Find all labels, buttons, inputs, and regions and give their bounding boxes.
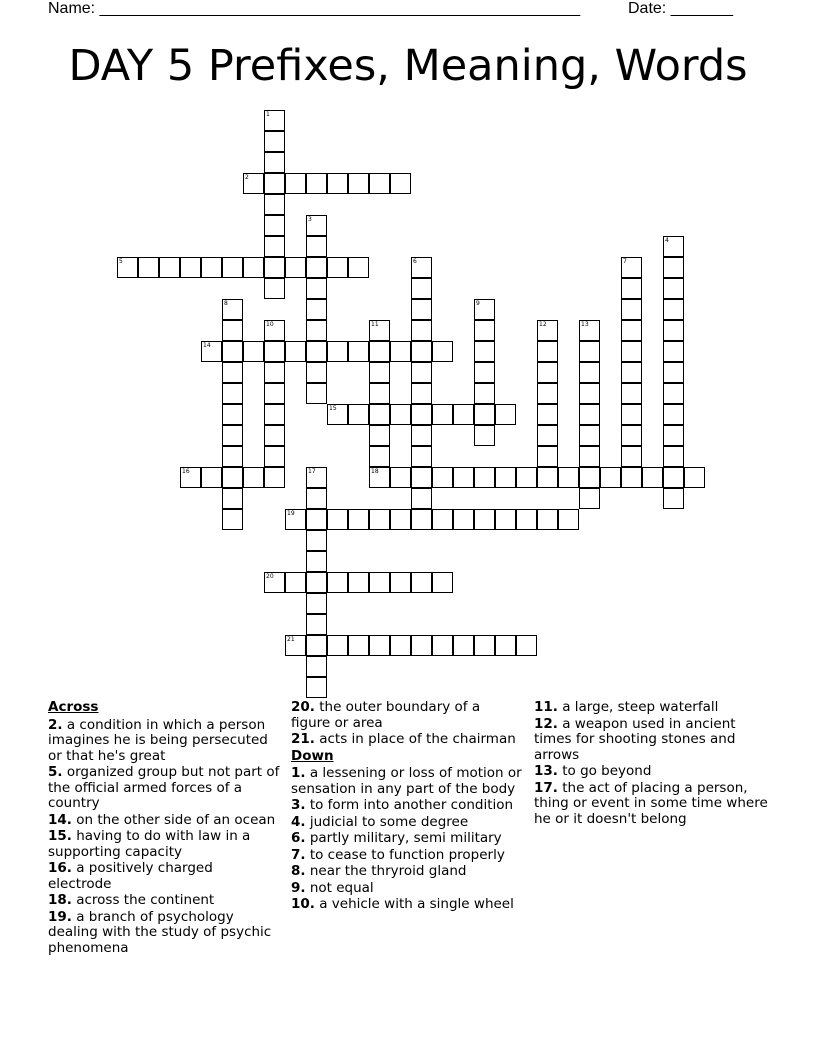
grid-cell[interactable] bbox=[327, 635, 348, 656]
grid-cell[interactable] bbox=[264, 572, 285, 593]
grid-cell[interactable] bbox=[621, 383, 642, 404]
grid-cell[interactable] bbox=[369, 446, 390, 467]
grid-cell[interactable] bbox=[474, 425, 495, 446]
cell-number: 4 bbox=[665, 237, 669, 244]
cell-number: 10 bbox=[266, 321, 274, 328]
page-title: DAY 5 Prefixes, Meaning, Words bbox=[68, 41, 748, 91]
cell-number: 2 bbox=[245, 174, 249, 181]
grid-cell[interactable] bbox=[348, 635, 369, 656]
grid-cell[interactable] bbox=[327, 257, 348, 278]
grid-cell[interactable] bbox=[138, 257, 159, 278]
grid-cell[interactable] bbox=[390, 341, 411, 362]
grid-cell[interactable] bbox=[243, 341, 264, 362]
grid-cell[interactable] bbox=[642, 467, 663, 488]
grid-cell[interactable] bbox=[537, 383, 558, 404]
grid-cell[interactable] bbox=[369, 362, 390, 383]
grid-cell[interactable] bbox=[222, 404, 243, 425]
grid-cell[interactable] bbox=[306, 341, 327, 362]
grid-cell[interactable] bbox=[411, 257, 432, 278]
grid-cell[interactable] bbox=[411, 320, 432, 341]
clue-down-11: 11. a large, steep waterfall bbox=[534, 699, 719, 715]
cell-number: 9 bbox=[476, 300, 480, 307]
grid-cell[interactable] bbox=[495, 635, 516, 656]
grid-cell[interactable] bbox=[306, 488, 327, 509]
grid-cell[interactable] bbox=[369, 467, 390, 488]
cell-number: 1 bbox=[266, 111, 270, 118]
grid-cell[interactable] bbox=[537, 425, 558, 446]
clue-across-5: 5. organized group but not part of the official armed forces of a country bbox=[48, 764, 280, 811]
clues-column-2 bbox=[291, 700, 523, 914]
grid-cell[interactable] bbox=[411, 446, 432, 467]
grid-cell[interactable] bbox=[621, 257, 642, 278]
grid-cell[interactable] bbox=[348, 341, 369, 362]
grid-cell[interactable] bbox=[411, 509, 432, 530]
grid-cell[interactable] bbox=[474, 383, 495, 404]
clue-down-13: 13. to go beyond bbox=[534, 763, 652, 779]
grid-cell[interactable] bbox=[264, 425, 285, 446]
grid-cell[interactable] bbox=[264, 467, 285, 488]
grid-cell[interactable] bbox=[264, 383, 285, 404]
cell-number: 17 bbox=[308, 468, 316, 475]
grid-cell[interactable] bbox=[201, 341, 222, 362]
clue-down-12: 12. a weapon used in ancient times for shooting stones and arrows bbox=[534, 715, 736, 763]
cell-number: 19 bbox=[287, 510, 295, 517]
grid-cell[interactable] bbox=[306, 320, 327, 341]
grid-cell[interactable] bbox=[495, 404, 516, 425]
grid-cell[interactable] bbox=[663, 299, 684, 320]
clue-down-7: 7. to cease to function properly bbox=[291, 846, 505, 863]
grid-cell[interactable] bbox=[306, 614, 327, 635]
grid-cell[interactable] bbox=[222, 467, 243, 488]
grid-cell[interactable] bbox=[264, 341, 285, 362]
grid-cell[interactable] bbox=[369, 572, 390, 593]
grid-cell[interactable] bbox=[327, 173, 348, 194]
across-heading: Across bbox=[48, 699, 99, 715]
grid-cell[interactable] bbox=[348, 404, 369, 425]
cell-number: 6 bbox=[413, 258, 417, 265]
grid-cell[interactable] bbox=[180, 257, 201, 278]
clue-across-14: 14. on the other side of an ocean bbox=[48, 811, 276, 828]
grid-cell[interactable] bbox=[558, 467, 579, 488]
grid-cell[interactable] bbox=[369, 173, 390, 194]
grid-cell[interactable] bbox=[453, 509, 474, 530]
grid-cell[interactable] bbox=[537, 446, 558, 467]
grid-cell[interactable] bbox=[579, 488, 600, 509]
grid-cell[interactable] bbox=[369, 404, 390, 425]
clue-down-17: 17. the act of placing a person, thing or event in some time where he or it doesn't belong bbox=[534, 779, 768, 827]
grid-cell[interactable] bbox=[474, 467, 495, 488]
grid-cell[interactable] bbox=[264, 257, 285, 278]
grid-cell[interactable] bbox=[621, 467, 642, 488]
grid-cell[interactable] bbox=[411, 362, 432, 383]
grid-cell[interactable] bbox=[369, 341, 390, 362]
grid-cell[interactable] bbox=[663, 278, 684, 299]
grid-cell[interactable] bbox=[306, 509, 327, 530]
grid-cell[interactable] bbox=[579, 425, 600, 446]
clue-down-9: 9. not equal bbox=[291, 879, 374, 896]
grid-cell[interactable] bbox=[306, 362, 327, 383]
clue-across-16: 16. a positively charged electrode bbox=[48, 860, 213, 892]
grid-cell[interactable] bbox=[411, 467, 432, 488]
grid-cell[interactable] bbox=[579, 341, 600, 362]
grid-cell[interactable] bbox=[348, 173, 369, 194]
grid-cell[interactable] bbox=[621, 299, 642, 320]
clue-down-6: 6. partly military, semi military bbox=[291, 830, 502, 846]
grid-cell[interactable] bbox=[663, 257, 684, 278]
grid-cell[interactable] bbox=[537, 341, 558, 362]
grid-cell[interactable] bbox=[621, 446, 642, 467]
grid-cell[interactable] bbox=[306, 530, 327, 551]
grid-cell[interactable] bbox=[327, 341, 348, 362]
grid-cell[interactable] bbox=[264, 173, 285, 194]
grid-cell[interactable] bbox=[390, 173, 411, 194]
grid-cell[interactable] bbox=[621, 362, 642, 383]
grid-cell[interactable] bbox=[621, 341, 642, 362]
grid-cell[interactable] bbox=[579, 446, 600, 467]
grid-cell[interactable] bbox=[285, 572, 306, 593]
grid-cell[interactable] bbox=[306, 215, 327, 236]
grid-cell[interactable] bbox=[306, 572, 327, 593]
grid-cell[interactable] bbox=[306, 173, 327, 194]
date-line[interactable]: Date: _______ bbox=[628, 0, 733, 17]
grid-cell[interactable] bbox=[264, 320, 285, 341]
grid-cell[interactable] bbox=[369, 320, 390, 341]
grid-cell[interactable] bbox=[222, 509, 243, 530]
grid-cell[interactable] bbox=[243, 257, 264, 278]
grid-cell[interactable] bbox=[411, 341, 432, 362]
cell-number: 7 bbox=[623, 258, 627, 265]
grid-cell[interactable] bbox=[264, 215, 285, 236]
clue-across-18: 18. across the continent bbox=[48, 892, 215, 908]
grid-cell[interactable] bbox=[537, 467, 558, 488]
grid-cell[interactable] bbox=[306, 593, 327, 614]
grid-cell[interactable] bbox=[306, 656, 327, 677]
grid-cell[interactable] bbox=[159, 257, 180, 278]
name-line[interactable]: Name: ______________________________________________________ bbox=[48, 0, 581, 17]
clue-across-2: 2. a condition in which a person imagines he is being persecuted or that he's great bbox=[48, 716, 268, 764]
grid-cell[interactable] bbox=[264, 194, 285, 215]
grid-cell[interactable] bbox=[411, 299, 432, 320]
grid-cell[interactable] bbox=[579, 383, 600, 404]
grid-cell[interactable] bbox=[222, 362, 243, 383]
grid-cell[interactable] bbox=[327, 509, 348, 530]
grid-cell[interactable] bbox=[474, 362, 495, 383]
grid-cell[interactable] bbox=[222, 299, 243, 320]
grid-cell[interactable] bbox=[306, 677, 327, 698]
grid-cell[interactable] bbox=[474, 299, 495, 320]
grid-cell[interactable] bbox=[453, 467, 474, 488]
clue-across-15: 15. having to do with law in a supporting capacity bbox=[48, 828, 251, 860]
grid-cell[interactable] bbox=[432, 341, 453, 362]
grid-cell[interactable] bbox=[411, 488, 432, 509]
grid-cell[interactable] bbox=[285, 341, 306, 362]
grid-cell[interactable] bbox=[306, 635, 327, 656]
grid-cell[interactable] bbox=[621, 278, 642, 299]
grid-cell[interactable] bbox=[285, 509, 306, 530]
grid-cell[interactable] bbox=[348, 509, 369, 530]
grid-cell[interactable] bbox=[495, 467, 516, 488]
cell-number: 21 bbox=[287, 636, 295, 643]
cell-number: 5 bbox=[119, 258, 123, 265]
grid-cell[interactable] bbox=[264, 446, 285, 467]
grid-cell[interactable] bbox=[264, 152, 285, 173]
clues-column-3 bbox=[534, 700, 774, 828]
clue-across-20: 20. the outer boundary of a figure or area bbox=[291, 699, 481, 731]
clue-across-19: 19. a branch of psychology dealing with the study of psychic phenomena bbox=[48, 908, 272, 956]
cell-number: 8 bbox=[224, 300, 228, 307]
grid-cell[interactable] bbox=[411, 278, 432, 299]
grid-cell[interactable] bbox=[621, 404, 642, 425]
grid-cell[interactable] bbox=[264, 236, 285, 257]
grid-cell[interactable] bbox=[369, 425, 390, 446]
grid-cell[interactable] bbox=[474, 509, 495, 530]
grid-cell[interactable] bbox=[369, 635, 390, 656]
clue-down-3: 3. to form into another condition bbox=[291, 797, 514, 813]
grid-cell[interactable] bbox=[495, 509, 516, 530]
grid-cell[interactable] bbox=[516, 509, 537, 530]
clue-down-1: 1. a lessening or loss of motion or sensation in any part of the body bbox=[291, 765, 522, 797]
grid-cell[interactable] bbox=[201, 467, 222, 488]
grid-cell[interactable] bbox=[222, 341, 243, 362]
grid-cell[interactable] bbox=[285, 635, 306, 656]
grid-cell[interactable] bbox=[222, 446, 243, 467]
grid-cell[interactable] bbox=[474, 404, 495, 425]
grid-cell[interactable] bbox=[663, 320, 684, 341]
grid-cell[interactable] bbox=[579, 404, 600, 425]
grid-cell[interactable] bbox=[348, 257, 369, 278]
grid-cell[interactable] bbox=[453, 635, 474, 656]
down-heading: Down bbox=[291, 747, 334, 764]
grid-cell[interactable] bbox=[579, 467, 600, 488]
grid-cell[interactable] bbox=[516, 467, 537, 488]
grid-cell[interactable] bbox=[663, 341, 684, 362]
grid-cell[interactable] bbox=[663, 488, 684, 509]
grid-cell[interactable] bbox=[306, 278, 327, 299]
grid-cell[interactable] bbox=[600, 467, 621, 488]
grid-cell[interactable] bbox=[474, 341, 495, 362]
clue-down-8: 8. near the thryroid gland bbox=[291, 863, 467, 879]
grid-cell[interactable] bbox=[432, 509, 453, 530]
grid-cell[interactable] bbox=[306, 236, 327, 257]
grid-cell[interactable] bbox=[411, 572, 432, 593]
grid-cell[interactable] bbox=[432, 467, 453, 488]
grid-cell[interactable] bbox=[537, 320, 558, 341]
clue-across-21: 21. acts in place of the chairman bbox=[291, 731, 516, 747]
grid-cell[interactable] bbox=[306, 467, 327, 488]
grid-cell[interactable] bbox=[579, 320, 600, 341]
grid-cell[interactable] bbox=[264, 404, 285, 425]
grid-cell[interactable] bbox=[663, 467, 684, 488]
grid-cell[interactable] bbox=[432, 404, 453, 425]
grid-cell[interactable] bbox=[390, 467, 411, 488]
grid-cell[interactable] bbox=[411, 404, 432, 425]
grid-cell[interactable] bbox=[222, 425, 243, 446]
grid-cell[interactable] bbox=[411, 383, 432, 404]
grid-cell[interactable] bbox=[390, 572, 411, 593]
grid-cell[interactable] bbox=[621, 425, 642, 446]
grid-cell[interactable] bbox=[432, 572, 453, 593]
grid-cell[interactable] bbox=[264, 131, 285, 152]
cell-number: 16 bbox=[182, 468, 190, 475]
grid-cell[interactable] bbox=[411, 635, 432, 656]
grid-cell[interactable] bbox=[285, 173, 306, 194]
grid-cell[interactable] bbox=[663, 236, 684, 257]
grid-cell[interactable] bbox=[348, 572, 369, 593]
grid-cell[interactable] bbox=[369, 383, 390, 404]
grid-cell[interactable] bbox=[243, 467, 264, 488]
grid-cell[interactable] bbox=[306, 383, 327, 404]
grid-cell[interactable] bbox=[369, 509, 390, 530]
cell-number: 18 bbox=[371, 468, 379, 475]
grid-cell[interactable] bbox=[180, 467, 201, 488]
grid-cell[interactable] bbox=[264, 362, 285, 383]
grid-cell[interactable] bbox=[663, 446, 684, 467]
grid-cell[interactable] bbox=[306, 299, 327, 320]
clues-column-1 bbox=[48, 700, 280, 957]
cell-number: 3 bbox=[308, 216, 312, 223]
grid-cell[interactable] bbox=[264, 278, 285, 299]
grid-cell[interactable] bbox=[117, 257, 138, 278]
grid-cell[interactable] bbox=[222, 257, 243, 278]
grid-cell[interactable] bbox=[411, 425, 432, 446]
grid-cell[interactable] bbox=[285, 257, 306, 278]
clue-down-10: 10. a vehicle with a single wheel bbox=[291, 896, 514, 912]
grid-cell[interactable] bbox=[390, 635, 411, 656]
grid-cell[interactable] bbox=[306, 551, 327, 572]
cell-number: 11 bbox=[371, 321, 379, 328]
grid-cell[interactable] bbox=[327, 572, 348, 593]
grid-cell[interactable] bbox=[453, 404, 474, 425]
grid-cell[interactable] bbox=[222, 488, 243, 509]
grid-cell[interactable] bbox=[264, 110, 285, 131]
grid-cell[interactable] bbox=[222, 320, 243, 341]
grid-cell[interactable] bbox=[621, 320, 642, 341]
cell-number: 15 bbox=[329, 405, 337, 412]
clue-down-4: 4. judicial to some degree bbox=[291, 813, 469, 830]
grid-cell[interactable] bbox=[663, 362, 684, 383]
grid-cell[interactable] bbox=[663, 425, 684, 446]
grid-cell[interactable] bbox=[201, 257, 222, 278]
grid-cell[interactable] bbox=[663, 404, 684, 425]
cell-number: 12 bbox=[539, 321, 547, 328]
grid-cell[interactable] bbox=[516, 635, 537, 656]
grid-cell[interactable] bbox=[243, 173, 264, 194]
grid-cell[interactable] bbox=[537, 404, 558, 425]
grid-cell[interactable] bbox=[579, 362, 600, 383]
grid-cell[interactable] bbox=[474, 320, 495, 341]
grid-cell[interactable] bbox=[306, 257, 327, 278]
grid-cell[interactable] bbox=[537, 509, 558, 530]
cell-number: 13 bbox=[581, 321, 589, 328]
grid-cell[interactable] bbox=[222, 383, 243, 404]
grid-cell[interactable] bbox=[474, 635, 495, 656]
grid-cell[interactable] bbox=[558, 509, 579, 530]
grid-cell[interactable] bbox=[663, 383, 684, 404]
cell-number: 14 bbox=[203, 342, 211, 349]
grid-cell[interactable] bbox=[390, 404, 411, 425]
grid-cell[interactable] bbox=[537, 362, 558, 383]
grid-cell[interactable] bbox=[327, 404, 348, 425]
grid-cell[interactable] bbox=[390, 509, 411, 530]
grid-cell[interactable] bbox=[684, 467, 705, 488]
cell-number: 20 bbox=[266, 573, 274, 580]
grid-cell[interactable] bbox=[432, 635, 453, 656]
